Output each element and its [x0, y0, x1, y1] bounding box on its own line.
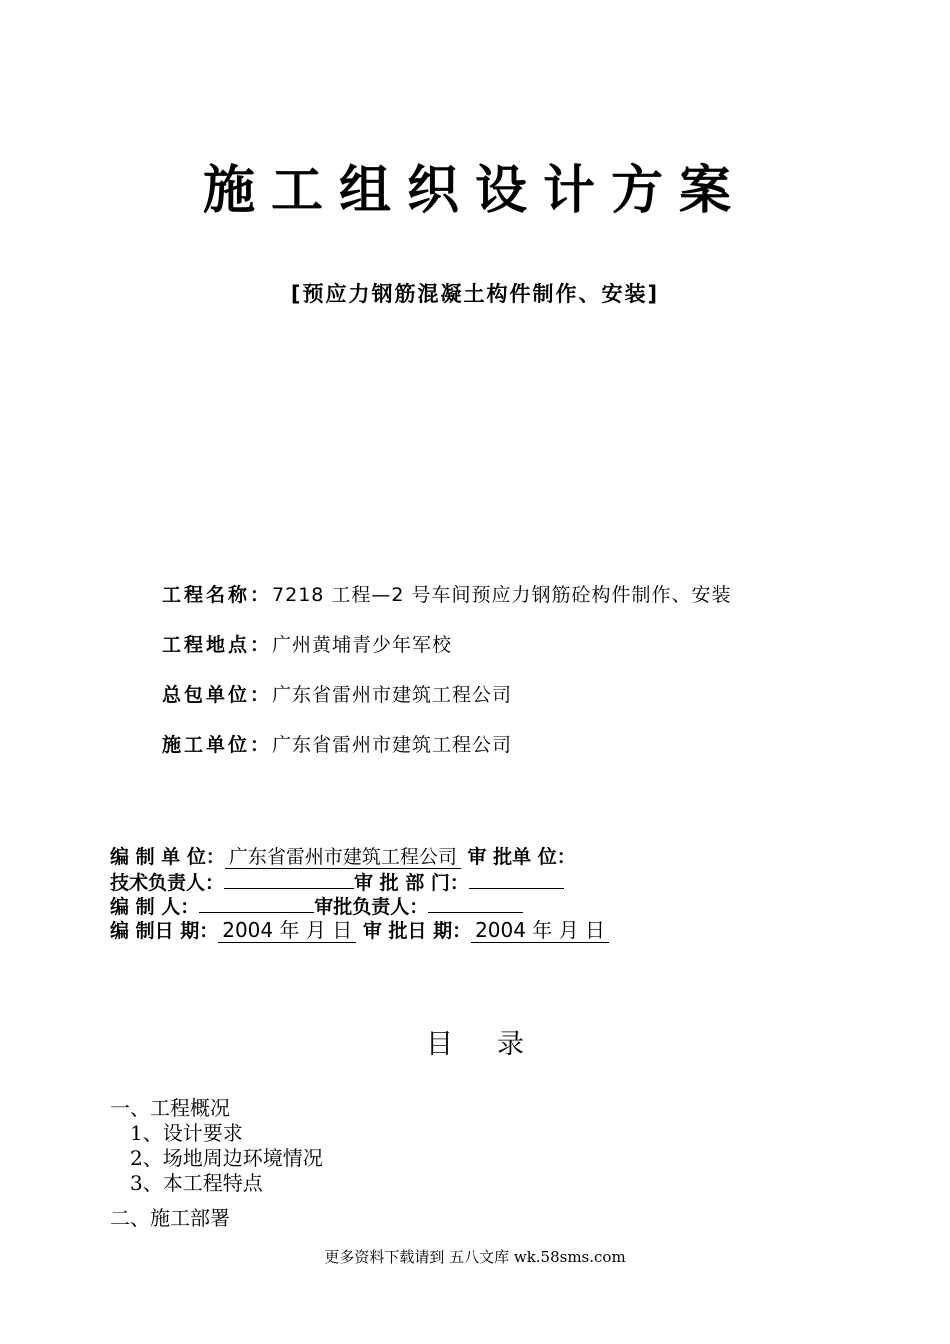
approval-unit-label: 审 批单 位：: [467, 846, 576, 868]
footer-text: 更多资料下载请到 五八文库 wk.58sms.com: [324, 1248, 626, 1266]
tech-lead-label: 技术负责人：: [110, 872, 225, 894]
signoff-row-1: [110, 842, 576, 869]
construction-unit-label: 施工单位：: [162, 734, 273, 756]
general-contractor-label: 总包单位：: [162, 684, 273, 706]
prep-date-value: 2004 年 月 日: [218, 918, 356, 943]
construction-unit-row: [162, 730, 512, 757]
approval-date-label: 审 批日 期：: [362, 920, 472, 942]
document-subtitle: [预应力钢筋混凝土构件制作、安装]: [290, 282, 660, 306]
approval-lead-label: 审批负责人：: [314, 896, 429, 918]
preparer-label: 编 制 人：: [110, 896, 200, 918]
tech-lead-blank[interactable]: [224, 870, 354, 889]
project-location-row: [162, 630, 452, 657]
toc-item[interactable]: 3、本工程特点: [130, 1171, 263, 1195]
signoff-row-2: [110, 868, 564, 895]
project-name-row: [162, 580, 732, 607]
toc-item[interactable]: 二、施工部署: [110, 1206, 230, 1230]
approval-dept-blank[interactable]: [469, 870, 564, 889]
approval-date-value: 2004 年 月 日: [471, 918, 609, 943]
toc-item[interactable]: 2、场地周边环境情况: [130, 1146, 323, 1170]
general-contractor-value: 广东省雷州市建筑工程公司: [272, 684, 513, 706]
prep-date-label: 编 制日 期：: [110, 920, 219, 942]
project-name-value: 7218 工程—2 号车间预应力钢筋砼构件制作、安装: [272, 584, 732, 606]
project-location-label: 工程地点：: [162, 634, 273, 656]
toc-title: 目录: [426, 1029, 568, 1060]
preparer-blank[interactable]: [199, 894, 314, 913]
project-location-value: 广州黄埔青少年军校: [272, 634, 453, 656]
approval-dept-label: 审 批 部 门：: [354, 872, 469, 894]
prep-unit-label: 编 制 单 位：: [110, 846, 225, 868]
approval-lead-blank[interactable]: [428, 894, 523, 913]
construction-unit-value: 广东省雷州市建筑工程公司: [272, 734, 513, 756]
signoff-row-4: [110, 914, 609, 943]
prep-unit-value: 广东省雷州市建筑工程公司: [225, 846, 461, 869]
toc-item[interactable]: 1、设计要求: [130, 1121, 243, 1145]
project-name-label: 工程名称：: [162, 584, 273, 606]
general-contractor-row: [162, 680, 512, 707]
toc-item[interactable]: 一、工程概况: [110, 1096, 230, 1120]
document-title: 施工组织设计方案: [202, 160, 747, 221]
